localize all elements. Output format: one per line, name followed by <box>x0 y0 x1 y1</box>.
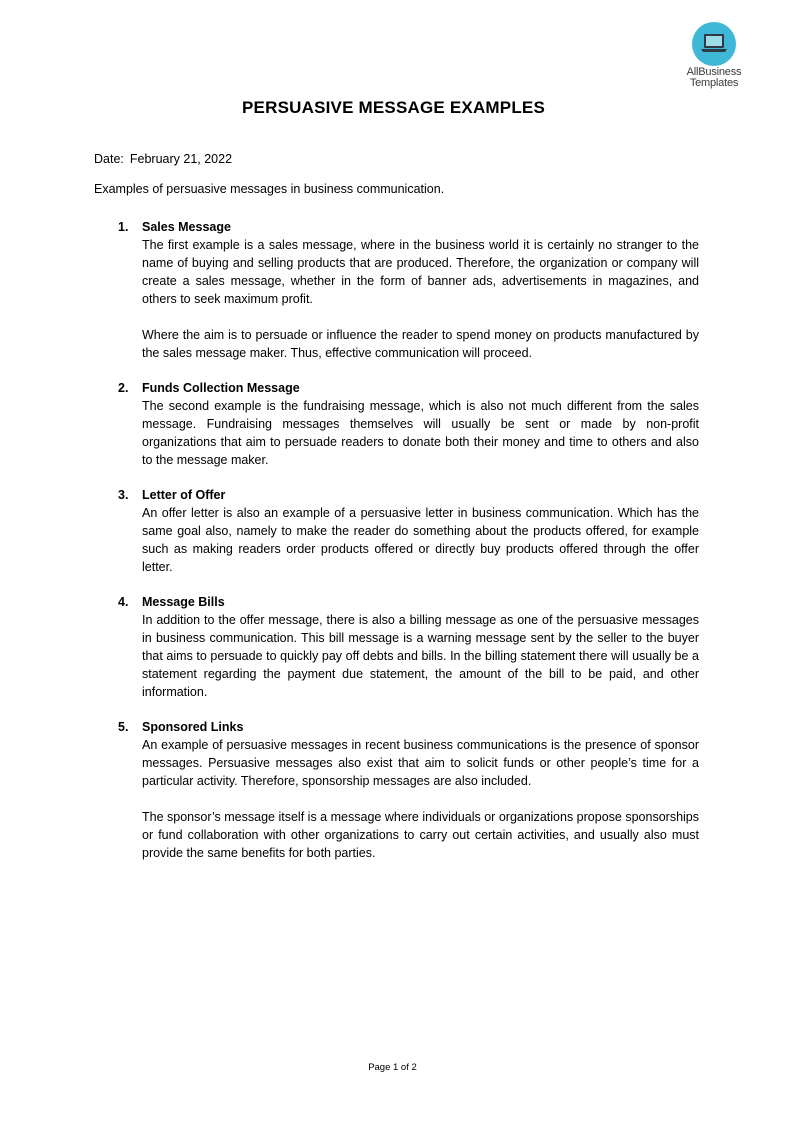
list-item-number: 2. <box>118 381 129 395</box>
paragraph: The second example is the fundraising message, which is also not much different from the sales message. Fundraising messages themselves will usually be sent or made by non-profit organizations that aim to persuade readers to donate both their money and time to others and also to the message maker. <box>142 399 699 467</box>
list-item <box>118 486 699 576</box>
list-item-body <box>142 593 699 701</box>
paragraph: In addition to the offer message, there is also a billing message as one of the persuasive messages in business communication. This bill message is a warning message sent by the seller to the buyer that aims to persuade to quickly pay off debts and bills. In the billing statement there will usually be a statement regarding the payment due statement, the amount of the bill to be paid, and other information. <box>142 613 699 699</box>
section-heading: Funds Collection Message <box>142 381 300 395</box>
paragraph: The first example is a sales message, where in the business world it is certainly no stranger to the name of buying and selling products that are produced. Therefore, the organization or company will create a sales message, whether in the form of banner ads, advertisements in magazines, and others to seek maximum profit. <box>142 238 699 306</box>
list-item <box>118 718 699 862</box>
date-label: Date: <box>94 152 124 166</box>
section-heading: Letter of Offer <box>142 488 226 502</box>
page-title: PERSUASIVE MESSAGE EXAMPLES <box>242 98 545 117</box>
list-item-number: 3. <box>118 488 129 502</box>
section-heading: Sales Message <box>142 220 231 234</box>
list-item <box>118 379 699 469</box>
list-item <box>118 593 699 701</box>
examples-list <box>118 218 699 879</box>
section-heading: Sponsored Links <box>142 720 244 734</box>
list-item-number: 1. <box>118 220 129 234</box>
intro-text: Examples of persuasive messages in business communication. <box>94 182 445 196</box>
list-item-number: 4. <box>118 595 129 609</box>
list-item-body <box>142 379 699 469</box>
paragraph: An example of persuasive messages in recent business communications is the presence of sponsor messages. Persuasive messages also exist that aim to solicit funds or other people’s time for a particular activity. Therefore, sponsorship messages are also included. <box>142 738 699 788</box>
paragraph: An offer letter is also an example of a persuasive letter in business communication. Which has the same goal also, namely to make the reader do something about the products offered, for example such as making readers order products offered or directly buy products offered through the offer letter. <box>142 506 699 574</box>
list-item-body <box>142 486 699 576</box>
brand-name-line1: AllBusiness <box>686 66 742 78</box>
list-item-body <box>142 718 699 862</box>
brand-logo <box>676 22 752 89</box>
laptop-icon <box>692 22 736 66</box>
list-item-number: 5. <box>118 720 129 734</box>
list-item <box>118 218 699 362</box>
section-heading: Message Bills <box>142 595 225 609</box>
date-value: February 21, 2022 <box>129 152 233 166</box>
paragraph: The sponsor’s message itself is a message where individuals or organizations propose sponsorships or fund collaboration with other organizations to carry out certain activities, and usually also must provide the same benefits for both parties. <box>142 810 699 860</box>
paragraph: Where the aim is to persuade or influence the reader to spend money on products manufactured by the sales message maker. Thus, effective communication will proceed. <box>142 328 699 360</box>
brand-name <box>676 67 752 89</box>
list-item-body <box>142 218 699 362</box>
brand-name-line2: Templates <box>689 77 739 89</box>
page-number: Page 1 of 2 <box>368 1062 417 1073</box>
document-date <box>94 152 232 166</box>
